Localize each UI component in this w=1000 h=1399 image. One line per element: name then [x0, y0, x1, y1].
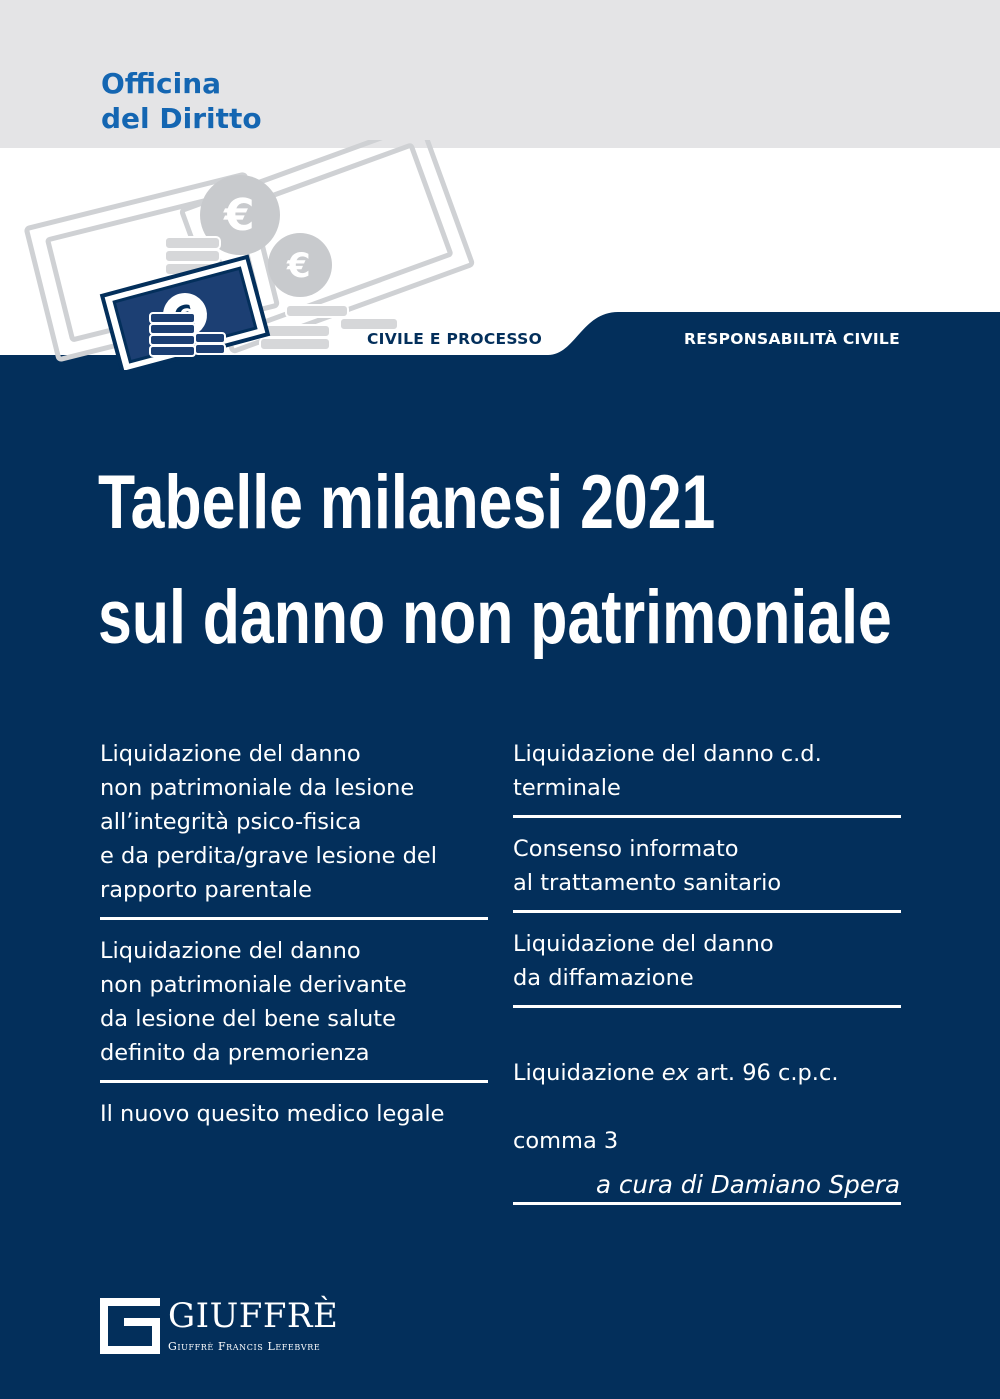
topic-text-italic: ex [661, 1060, 689, 1086]
giuffre-logo-icon [100, 1298, 160, 1354]
title-line-2: sul danno non patrimoniale [98, 575, 892, 660]
svg-text:€: € [224, 190, 255, 241]
topic-item: Il nuovo quesito medico legale [100, 1101, 445, 1127]
topic-line: comma 3 [513, 1128, 619, 1154]
topic-text: art. 96 c.p.c. [688, 1060, 839, 1086]
topic-item: Liquidazione del danno non patrimoniale da lesione all’integrità psico-fisica e da perdita/grave lesione del rapporto parentale [100, 741, 438, 903]
topic-item [513, 1022, 901, 1192]
series-line-2: del Diritto [101, 102, 262, 135]
divider [100, 1080, 488, 1083]
series-line-1: Officina [101, 67, 222, 100]
topic-item: Liquidazione del danno non patrimoniale derivante da lesione del bene salute definito da premorienza [100, 938, 407, 1066]
topic-item: Liquidazione del danno c.d. terminale [513, 741, 822, 801]
divider [513, 815, 901, 818]
topic-text: Liquidazione [513, 1060, 662, 1086]
topic-item: Liquidazione del danno da diffamazione [513, 931, 774, 991]
category-tab-left: CIVILE E PROCESSO [367, 330, 543, 348]
topics-right-column [513, 737, 901, 1219]
publisher-name: GIUFFRÈ [168, 1296, 339, 1336]
svg-text:€: € [287, 246, 311, 286]
topic-item: Consenso informato al trattamento sanitario [513, 836, 782, 896]
divider [513, 910, 901, 913]
publisher-subline: Giuffrè Francis Lefebvre [168, 1340, 321, 1353]
topics-left-column [100, 737, 488, 1131]
divider [100, 917, 488, 920]
divider [513, 1202, 901, 1205]
topic-line [513, 1056, 901, 1090]
title-line-1: Tabelle milanesi 2021 [98, 460, 716, 545]
divider [513, 1005, 901, 1008]
category-tab-right: RESPONSABILITÀ CIVILE [683, 330, 900, 348]
series-name [101, 66, 262, 136]
editor-credit: a cura di Damiano Spera [596, 1170, 900, 1199]
book-title [98, 445, 892, 675]
